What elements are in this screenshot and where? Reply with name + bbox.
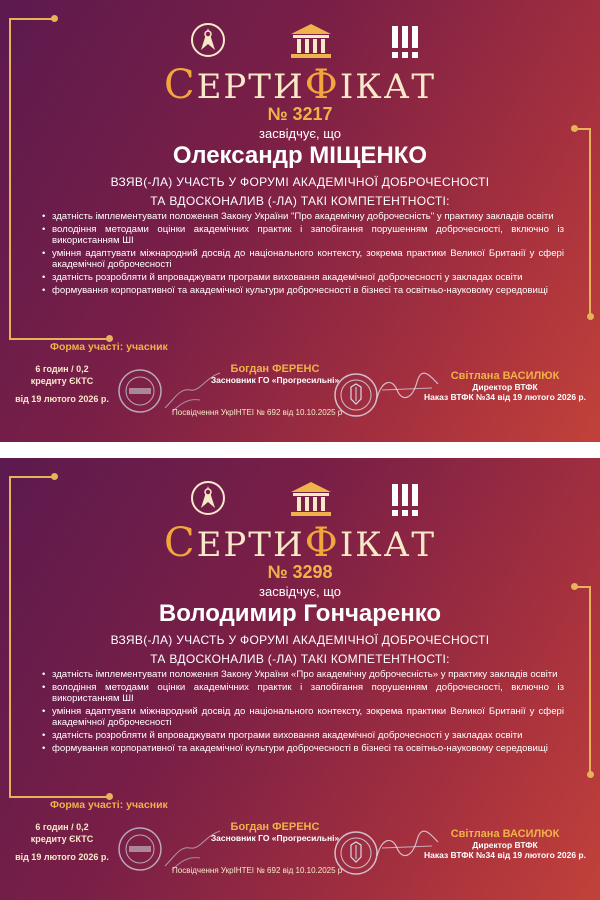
competency-item: • уміння адаптувати міжнародний досвід до національного контексту, зокрема практики Великої Британії у сфері академічної доброчесності (42, 706, 564, 728)
competency-item: • здатність розробляти й впроваджувати програми виховання академічної доброчесності у закладах освіти (42, 272, 564, 283)
lead-text-line2: ТА ВДОСКОНАЛИВ (-ЛА) ТАКІ КОМПЕТЕНТНОСТІ: (150, 194, 450, 208)
competency-item: • формування корпоративної та академічної культури доброчесності в бізнесі та освітньо-науковому середовищі (42, 285, 564, 296)
frame-dot (51, 473, 58, 480)
registration-note: Посвідчення УкрІНТЕІ № 692 від 10.10.2025 р (172, 866, 343, 875)
round-stamp-icon (117, 368, 163, 414)
round-stamp-icon (117, 826, 163, 872)
signer2-name: Світлана ВАСИЛЮК (450, 828, 560, 840)
competency-item: • формування корпоративної та академічної культури доброчесності в бізнесі та освітньо-науковому середовищі (42, 743, 564, 754)
credits-info (12, 363, 112, 405)
registration-note: Посвідчення УкрІНТЕІ № 692 від 10.10.2025 р (172, 408, 343, 417)
frame-line (9, 796, 109, 798)
credits-ects: кредиту ЄКТС (30, 376, 94, 386)
certifies-text: засвідчує, що (259, 126, 341, 141)
signer2-name: Світлана ВАСИЛЮК (450, 370, 560, 382)
certificate-title: СЕРТИФІКАТ (163, 520, 436, 566)
award-logo-icon (190, 22, 226, 60)
competency-item: • здатність імплементувати положення Закону України "Про академічну доброчесність" у практику закладів освіти (42, 211, 564, 222)
credits-info (12, 821, 112, 863)
frame-dot (51, 15, 58, 22)
participation-form: Форма участі: учасник (50, 799, 168, 811)
recipient-name: Олександр МІЩЕНКО (172, 142, 428, 169)
exclamation-logo-icon (390, 24, 420, 62)
award-logo-icon (190, 480, 226, 518)
competency-item: • володіння методами оцінки академічних практик і запобігання порушенням доброчесності, включно із використанням ШІ (42, 224, 564, 246)
lead-text-line1: ВЗЯВ(-ЛА) УЧАСТЬ У ФОРУМІ АКАДЕМІЧНОЇ ДОБРОЧЕСНОСТІ (110, 175, 490, 189)
exclamation-logo-icon (390, 482, 420, 520)
competency-list (42, 211, 564, 298)
certificate (0, 0, 600, 442)
signer1-role: Засновник ГО «Прогресильні» (210, 375, 340, 385)
signer1-name: Богдан ФЕРЕНС (230, 821, 320, 833)
certifies-text: засвідчує, що (259, 584, 341, 599)
competency-item: • здатність імплементувати положення Закону України «Про академічну доброчесність» у практику закладів освіти (42, 669, 564, 680)
signer2-order: Наказ ВТФК №34 від 19 лютого 2026 р. (424, 850, 586, 860)
frame-line (9, 476, 54, 478)
signer-director (410, 370, 600, 402)
logo-row (0, 22, 600, 66)
logo-row (0, 480, 600, 524)
signer2-role: Директор ВТФК (472, 840, 538, 850)
frame-line (9, 338, 109, 340)
participation-form: Форма участі: учасник (50, 341, 168, 353)
competency-item: • уміння адаптувати міжнародний досвід до національного контексту, зокрема практики Великої Британії у сфері академічної доброчесності (42, 248, 564, 270)
certificate-number: № 3298 (267, 562, 333, 582)
recipient-name: Володимир Гончаренко (158, 600, 442, 627)
credits-ects: кредиту ЄКТС (30, 834, 94, 844)
building-logo-icon (287, 480, 335, 520)
credits-date: від 19 лютого 2026 р. (15, 852, 109, 862)
lead-text-line1: ВЗЯВ(-ЛА) УЧАСТЬ У ФОРУМІ АКАДЕМІЧНОЇ ДОБРОЧЕСНОСТІ (110, 633, 490, 647)
credits-hours: 6 годин / 0,2 (35, 822, 89, 832)
competency-item: • володіння методами оцінки академічних практик і запобігання порушенням доброчесності, включно із використанням ШІ (42, 682, 564, 704)
building-logo-icon (287, 22, 335, 62)
frame-line (9, 18, 54, 20)
certificate-number: № 3217 (267, 104, 333, 124)
competency-list (42, 669, 564, 756)
frame-dot (587, 313, 594, 320)
credits-date: від 19 лютого 2026 р. (15, 394, 109, 404)
certificate (0, 458, 600, 900)
credits-hours: 6 годин / 0,2 (35, 364, 89, 374)
signer-director (410, 828, 600, 860)
competency-item: • здатність розробляти й впроваджувати програми виховання академічної доброчесності у закладах освіти (42, 730, 564, 741)
signer1-name: Богдан ФЕРЕНС (230, 363, 320, 375)
frame-dot (587, 771, 594, 778)
signer2-role: Директор ВТФК (472, 382, 538, 392)
lead-text-line2: ТА ВДОСКОНАЛИВ (-ЛА) ТАКІ КОМПЕТЕНТНОСТІ: (150, 652, 450, 666)
signer1-role: Засновник ГО «Прогресильні» (210, 833, 340, 843)
certificate-title: СЕРТИФІКАТ (163, 62, 436, 108)
signer2-order: Наказ ВТФК №34 від 19 лютого 2026 р. (424, 392, 586, 402)
